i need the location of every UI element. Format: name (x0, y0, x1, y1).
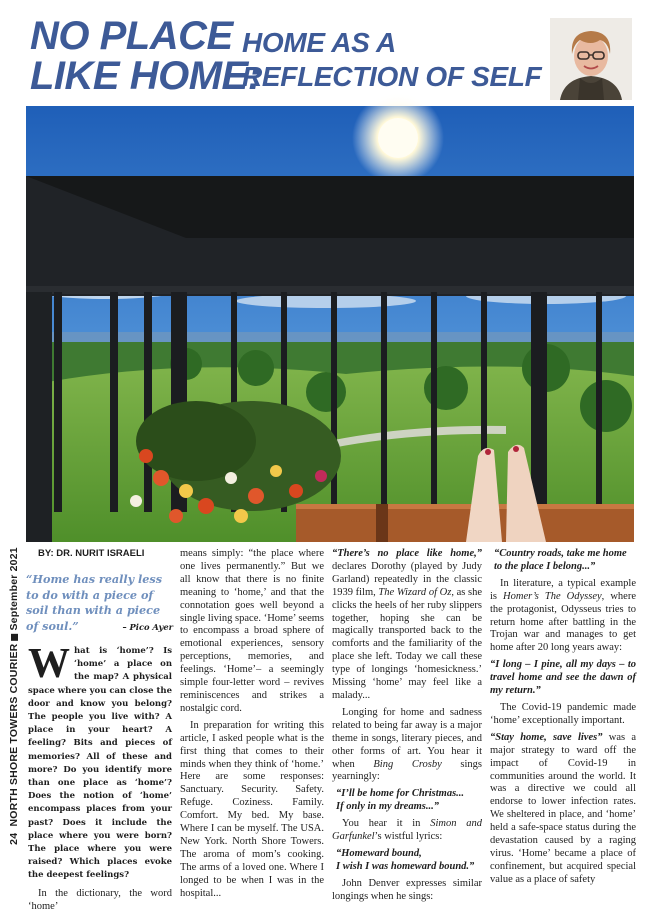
paragraph: In preparation for writing this article, I asked people what is the first thing that comes to their minds when they think of ‘home.’ Here are some responses: Sanctuary. Security. Safety. Refuge. Coziness. Family. Comfort. My bed. My base. Where I can be myself. The USA. New York. North Shore Towers. The aroma of mom’s cooking. The arms of a loved one. Where I longed to be when I was in the hospital... (180, 719, 324, 899)
lyric-line: If only in my dreams...” (336, 801, 439, 813)
author-photo (550, 18, 632, 100)
paragraph (490, 732, 636, 887)
paragraph (332, 818, 482, 844)
publication-name: NORTH SHORE TOWERS COURIER (8, 643, 20, 827)
headline-subtitle-line2: REFLECTION OF SELF (242, 61, 542, 92)
hero-photo (26, 106, 634, 542)
headline-main-line2: LIKE HOME: (30, 54, 261, 98)
headline-main (30, 14, 261, 98)
separator-square-icon (11, 634, 18, 641)
text: , where the protagonist, Odysseus tries to return home after battling in the Trojan war and manages to get home after 20 long years away: (490, 590, 636, 654)
duo-name: Simon and Garfunkel (332, 818, 482, 843)
paragraph (332, 548, 482, 703)
lyric-block (490, 548, 636, 574)
paragraph: In the dictionary, the word ‘home’ (28, 887, 172, 912)
quote-inline: “There’s no place like home,” (332, 548, 482, 559)
article-column-3 (332, 548, 482, 908)
text: declares Dorothy (played by Judy Garland) repeatedly in the classic 1939 film, (332, 560, 482, 598)
byline: BY: DR. NURIT ISRAELI (38, 548, 145, 559)
headline-main-line1: NO PLACE (30, 14, 233, 58)
film-title: The Wizard of Oz (378, 586, 452, 598)
quote-block (490, 659, 636, 698)
lyric-line: I wish I was homeward bound.” (336, 860, 475, 872)
text: ’s wistful lyrics: (374, 831, 443, 843)
page-number: 24 (8, 832, 20, 845)
text: was a major strategy to ward off the impact of Covid-19 in communities around the world. It was a directive we could all endorse to lower infection rates. We sheltered in place, and ‘home’ held a safe-space status during the devastation caused by a raging virus. ‘Home’ became a place of confinement, but acquired special value as a place of safety (490, 731, 636, 885)
text: sings yearningly: (332, 758, 482, 783)
lyric-block (332, 848, 482, 874)
pullquote: “Home has really less to do with a piece of soil than with a piece of soul.” (26, 572, 163, 633)
text: You hear it in (342, 818, 431, 830)
lyric-line: to the place I belong...” (494, 560, 596, 572)
text: Longing for home and sadness related to being far away is a major theme in songs, literary pieces, and other forms of art. You hear it when (332, 706, 482, 770)
page-sidebar (2, 548, 26, 844)
sidebar-text (8, 547, 20, 845)
paragraph: The Covid-19 pandemic made ‘home’ exceptionally important. (490, 701, 636, 726)
article-column-4 (490, 548, 636, 891)
lyric-line: “I’ll be home for Christmas... (336, 788, 465, 800)
paragraph: John Denver expresses similar longings when he sings: (332, 877, 482, 902)
headline-subtitle-line1: HOME AS A (242, 27, 396, 58)
article-column-1 (28, 641, 172, 917)
lead-text: hat is ‘home’? Is ‘home’ a place on the map? A physical space where you can close the door and know you belong? The people you live with? A place in your heart? A feeling? Bits and pieces of memories? All of these and more? Do you identify more than one place as ‘home’? Does the notion of ‘home’ encompass places from your past? Does it include the place where you were born? The place where you were raised? Which places evoke the deepest feelings? (28, 646, 172, 881)
paragraph (490, 578, 636, 655)
lead-paragraph (28, 641, 172, 883)
issue-date: September 2021 (8, 547, 20, 631)
paragraph (332, 707, 482, 784)
lyric-line: “Country roads, take me home (494, 548, 627, 559)
book-title: Homer’s The Odyssey (503, 590, 602, 602)
balcony-view-illustration (26, 106, 634, 542)
headline-subtitle (242, 26, 542, 94)
paragraph: means simply: “the place where one lives permanently.” But we all know that there is no finite meaning to ‘home,’ and that the connotation goes well beyond a single living space. ‘Home’ seems to encompass a broad sphere of emotional experiences, sensory perceptions, memories, and feelings. ‘Home’– a seemingly simple four-letter word – revives reminiscences and strikes a nostalgic cord. (180, 548, 324, 714)
article-column-2 (180, 548, 324, 904)
author-portrait-illustration (550, 18, 632, 100)
lyric-block (332, 788, 482, 814)
slogan: “Stay home, save lives” (490, 731, 603, 743)
lyric-line: “Homeward bound, (336, 847, 422, 859)
odyssey-quote: “I long – I pine, all my days – to travel home and see the dawn of my return.” (490, 659, 636, 697)
pullquote-attribution: – Pico Ayer (122, 622, 173, 632)
singer-name: Bing Crosby (373, 758, 442, 770)
text: , as she clicks the heels of her ruby slippers together, hoping she can be magically transported back to the comforts and the familiarity of the place she left. Today we call these type of longings ‘homesickness.’ Missing ‘home’ may feel like a malady... (332, 586, 482, 701)
text: In literature, a typical example is (490, 577, 636, 602)
drop-cap: W (28, 641, 70, 687)
